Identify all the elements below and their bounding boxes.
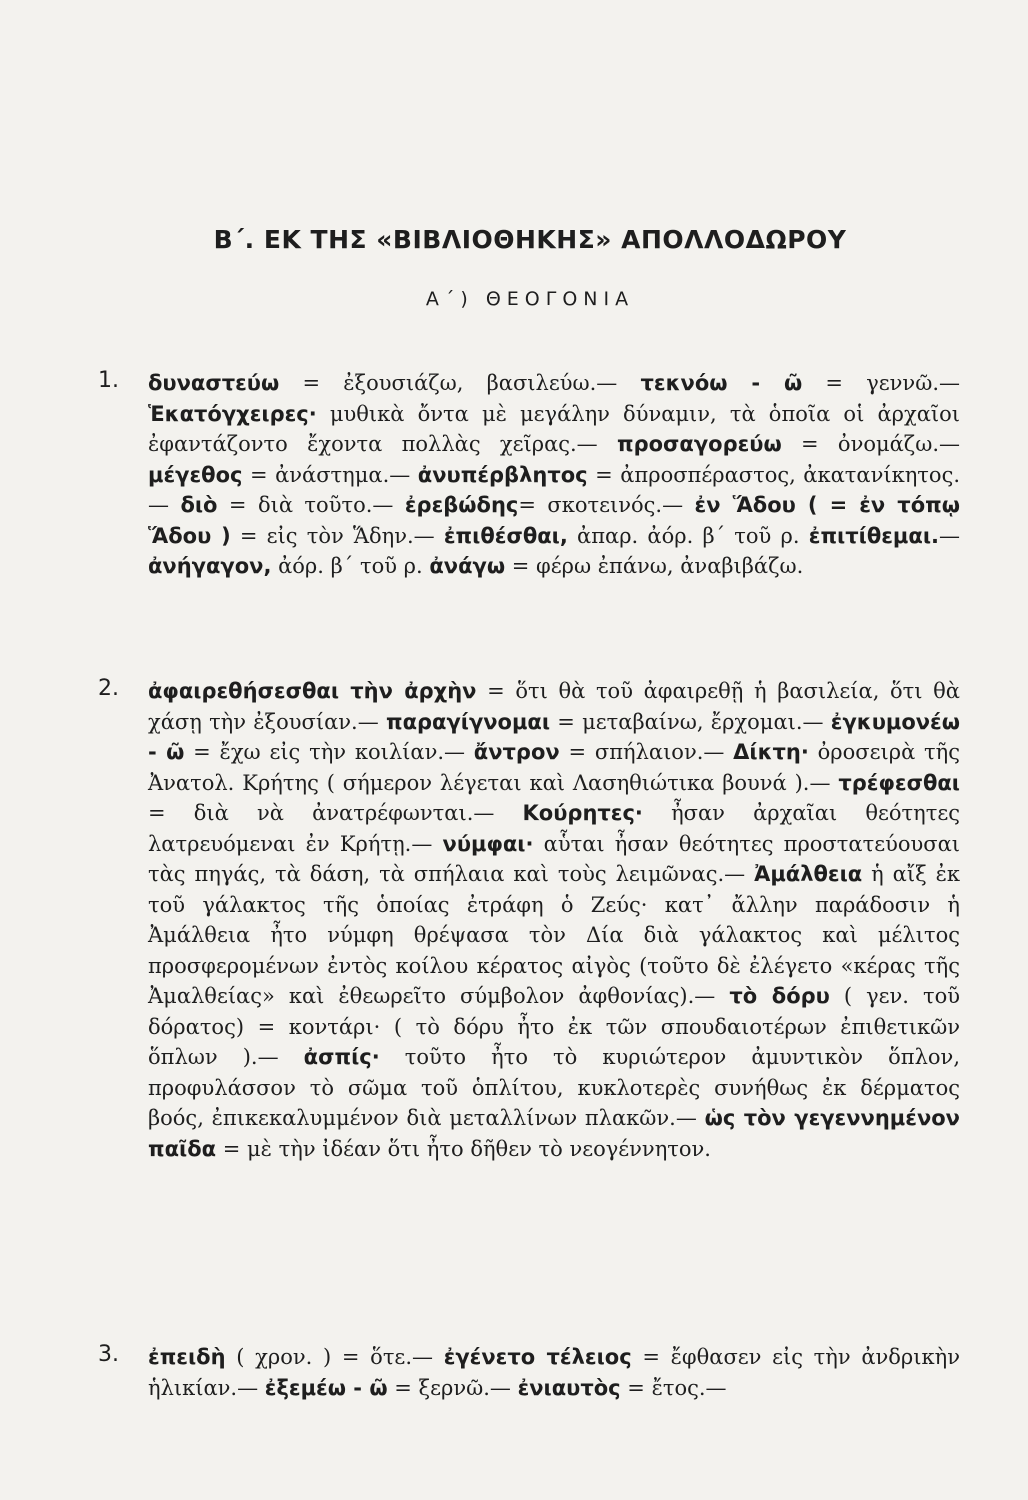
gloss-entry <box>98 1342 960 1403</box>
gloss-entry <box>98 676 960 1164</box>
entry-text: ἐπειδὴ ( χρον. ) = ὅτε.— ἐγένετο τέλειος = ἔφθασεν εἰς τὴν ἀνδρικὴν ἡλικίαν.— ἐξεμέω - ῶ = ξερνῶ.— ἐνιαυτὸς = ἔτος.— <box>148 1345 960 1400</box>
entry-number: 3. <box>98 1342 119 1367</box>
entry-text: δυναστεύω = ἐξουσιάζω, βασιλεύω.— τεκνόω - ῶ = γεννῶ.— Ἑκατόγχειρες· μυθικὰ ὄντα μὲ μεγάλην δύναμιν, τὰ ὁποῖα οἱ ἀρχαῖοι ἐφαντάζοντο ἔχοντα πολλὰς χεῖρας.— προσαγορεύω = ὀνομάζω.— μέγεθος = ἀνάστημα.— ἀνυπέρβλητος = ἀπροσπέραστος, ἀκατανίκητος.— διὸ = διὰ τοῦτο.— ἐρεβώδης= σκοτεινός.— ἐν Ἅδου ( = ἐν τόπῳ Ἅδου ) = εἰς τὸν Ἅδην.— ἐπιθέσθαι, ἀπαρ. ἀόρ. β΄ τοῦ ρ. ἐπιτίθεμαι.— ἀνήγαγον, ἀόρ. β΄ τοῦ ρ. ἀνάγω = φέρω ἐπάνω, ἀναβιβάζω. <box>148 371 960 578</box>
gloss-entry <box>98 368 960 582</box>
section-subtitle: Α΄) ΘΕΟΓΟΝΙΑ <box>425 288 635 310</box>
section-title: Β΄. ΕΚ ΤΗΣ «ΒΙΒΛΙΟΘΗΚΗΣ» ΑΠΟΛΛΟΔΩΡΟΥ <box>213 225 847 254</box>
entry-text: ἀφαιρεθήσεσθαι τὴν ἀρχὴν = ὅτι θὰ τοῦ ἀφαιρεθῇ ἡ βασιλεία, ὅτι θὰ χάσῃ τὴν ἐξουσίαν.— παραγίγνομαι = μεταβαίνω, ἔρχομαι.— ἐγκυμονέω - ῶ = ἔχω εἰς τὴν κοιλίαν.— ἄντρον = σπήλαιον.— Δίκτη· ὀροσειρὰ τῆς Ἀνατολ. Κρήτης ( σήμερον λέγεται καὶ Λασηθιώτικα βουνά ).— τρέφεσθαι = διὰ νὰ ἀνατρέφωνται.— Κούρητες· ἦσαν ἀρχαῖαι θεότητες λατρευόμεναι ἐν Κρήτῃ.— νύμφαι· αὗται ἦσαν θεότητες προστατεύουσαι τὰς πηγάς, τὰ δάση, τὰ σπήλαια καὶ τοὺς λειμῶνας.— Ἀμάλθεια ἡ αἴξ ἐκ τοῦ γάλακτος τῆς ὁποίας ἐτράφη ὁ Ζεύς· κατ᾽ ἄλλην παράδοσιν ἡ Ἀμάλθεια ἦτο νύμφη θρέψασα τὸν Δία διὰ γάλακτος καὶ μέλιτος προσφερομένων ἐντὸς κοίλου κέρατος αἰγὸς (τοῦτο δὲ ἐλέγετο «κέρας τῆς Ἀμαλθείας» καὶ ἐθεωρεῖτο σύμβολον ἀφθονίας).— τὸ δόρυ ( γεν. τοῦ δόρατος) = κοντάρι· ( τὸ δόρυ ἦτο ἐκ τῶν σπουδαιοτέρων ἐπιθετικῶν ὅπλων ).— ἀσπίς· τοῦτο ἦτο τὸ κυριώτερον ἀμυντικὸν ὅπλον, προφυλάσσον τὸ σῶμα τοῦ ὁπλίτου, κυκλοτερὲς συνήθως ἐκ δέρματος βοός, ἐπικεκαλυμμένον διὰ μεταλλίνων πλακῶν.— ὡς τὸν γεγεννημένον παῖδα = μὲ τὴν ἰδέαν ὅτι ἦτο δῆθεν τὸ νεογέννητον. <box>148 679 961 1161</box>
entry-number: 1. <box>98 368 119 393</box>
entry-number: 2. <box>98 676 119 701</box>
